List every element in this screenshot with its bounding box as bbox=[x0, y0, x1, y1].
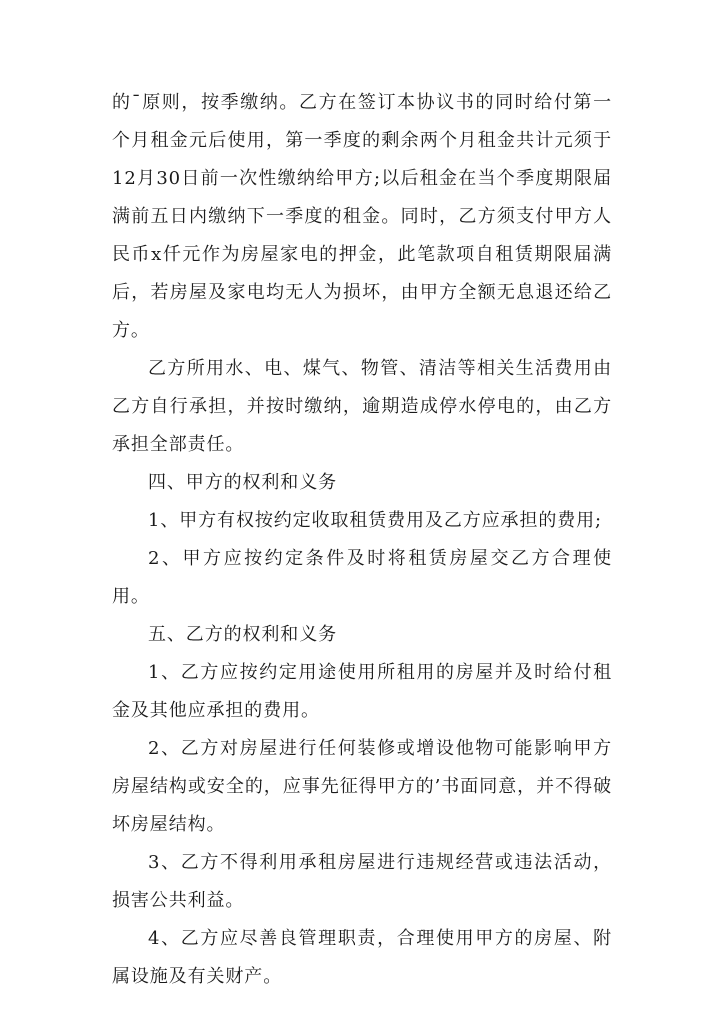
section-heading-party-a-rights: 四、甲方的权利和义务 bbox=[148, 472, 337, 493]
list-item-party-b-4: 4、乙方应尽善良管理职责，合理使用甲方的房屋、附属设施及有关财产。 bbox=[112, 928, 612, 987]
list-item-party-b-1: 1、乙方应按约定用途使用所租用的房屋并及时给付租金及其他应承担的费用。 bbox=[112, 662, 612, 721]
section-heading-party-b-rights: 五、乙方的权利和义务 bbox=[148, 624, 337, 645]
document-body bbox=[112, 84, 612, 996]
list-item-party-a-1: 1、甲方有权按约定收取租赁费用及乙方应承担的费用; bbox=[148, 510, 603, 531]
paragraph-living-expenses: 乙方所用水、电、煤气、物管、清洁等相关生活费用由乙方自行承担，并按时缴纳，逾期造成停水停电的，由乙方承担全部责任。 bbox=[112, 358, 612, 455]
paragraph-rent-payment: 的¯原则，按季缴纳。乙方在签订本协议书的同时给付第一个月租金元后使用，第一季度的剩余两个月租金共计元须于12月30日前一次性缴纳给甲方;以后租金在当个季度期限届满前五日内缴纳下一季度的租金。同时，乙方须支付甲方人民币x仟元作为房屋家电的押金，此笔款项自租赁期限届满后，若房屋及家电均无人为损坏，由甲方全额无息退还给乙方。 bbox=[112, 92, 612, 341]
list-item-party-a-2: 2、甲方应按约定条件及时将租赁房屋交乙方合理使用。 bbox=[112, 548, 612, 607]
list-item-party-b-2: 2、乙方对房屋进行任何装修或增设他物可能影响甲方房屋结构或安全的，应事先征得甲方的’书面同意，并不得破坏房屋结构。 bbox=[112, 738, 612, 835]
list-item-party-b-3: 3、乙方不得利用承租房屋进行违规经营或违法活动，损害公共利益。 bbox=[112, 852, 612, 911]
